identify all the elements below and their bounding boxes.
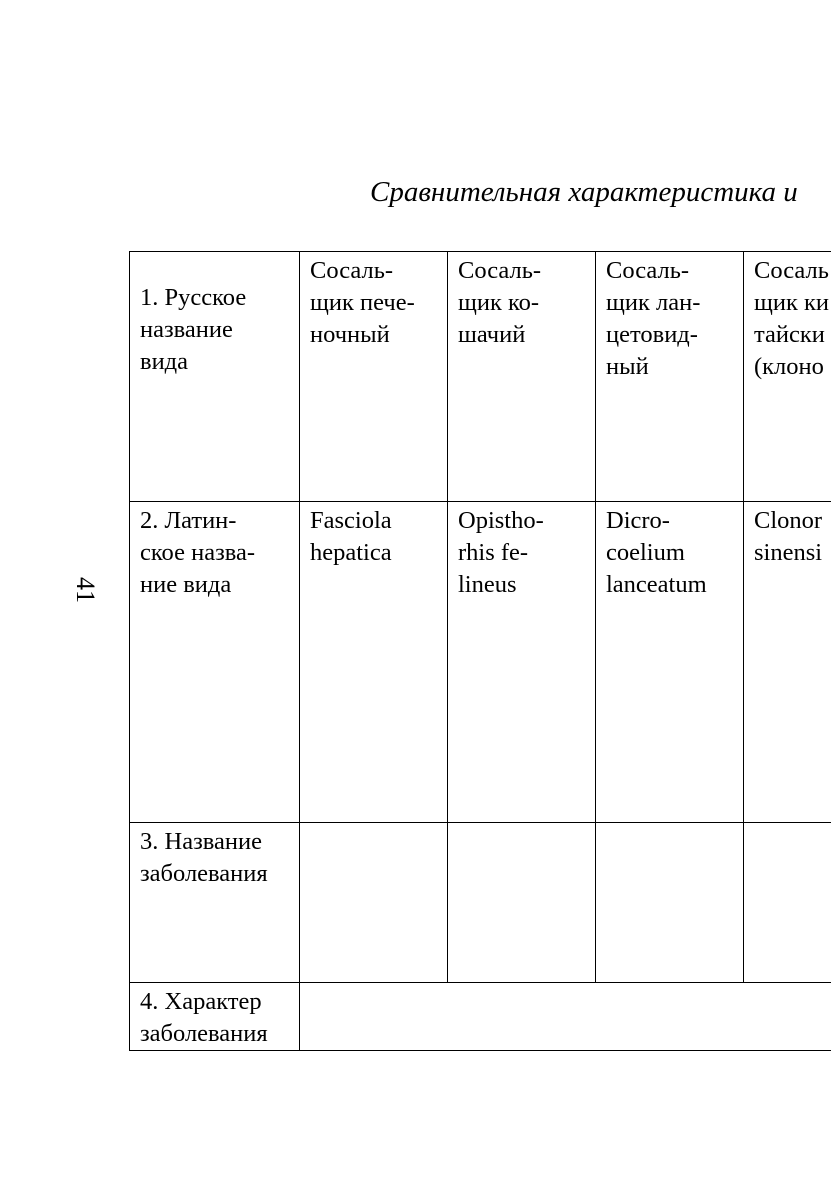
cell-opisthorchis-disease <box>448 823 596 983</box>
cell-clonorchis-latin: Clonor sinensi <box>744 502 831 823</box>
row-label-disease-name: 3. Название заболевания <box>130 823 300 983</box>
row-label-disease-character: 4. Характер заболевания <box>130 983 300 1051</box>
cell-disease-character-merged <box>300 983 831 1051</box>
table-title: Сравнительная характеристика и <box>370 176 798 208</box>
cell-dicrocoelium-disease <box>596 823 744 983</box>
table-row <box>130 252 831 502</box>
cell-dicrocoelium-latin: Dicro- coelium lanceatum <box>596 502 744 823</box>
cell-opisthorchis-russian: Сосаль- щик ко- шачий <box>448 252 596 502</box>
comparison-table <box>129 251 831 1051</box>
cell-fasciola-disease <box>300 823 448 983</box>
cell-fasciola-russian: Сосаль- щик пече- ночный <box>300 252 448 502</box>
page-number: 41 <box>71 577 100 603</box>
table-row <box>130 983 831 1051</box>
cell-fasciola-latin: Fasciola hepatica <box>300 502 448 823</box>
cell-opisthorchis-latin: Opistho- rhis fe- lineus <box>448 502 596 823</box>
cell-clonorchis-disease <box>744 823 831 983</box>
row-label-russian-name: 1. Русское название вида <box>130 252 300 502</box>
cell-dicrocoelium-russian: Сосаль- щик лан- цетовид- ный <box>596 252 744 502</box>
table-row <box>130 502 831 823</box>
cell-clonorchis-russian: Сосаль щик ки тайски (клоно <box>744 252 831 502</box>
table-row <box>130 823 831 983</box>
row-label-latin-name: 2. Латин- ское назва- ние вида <box>130 502 300 823</box>
